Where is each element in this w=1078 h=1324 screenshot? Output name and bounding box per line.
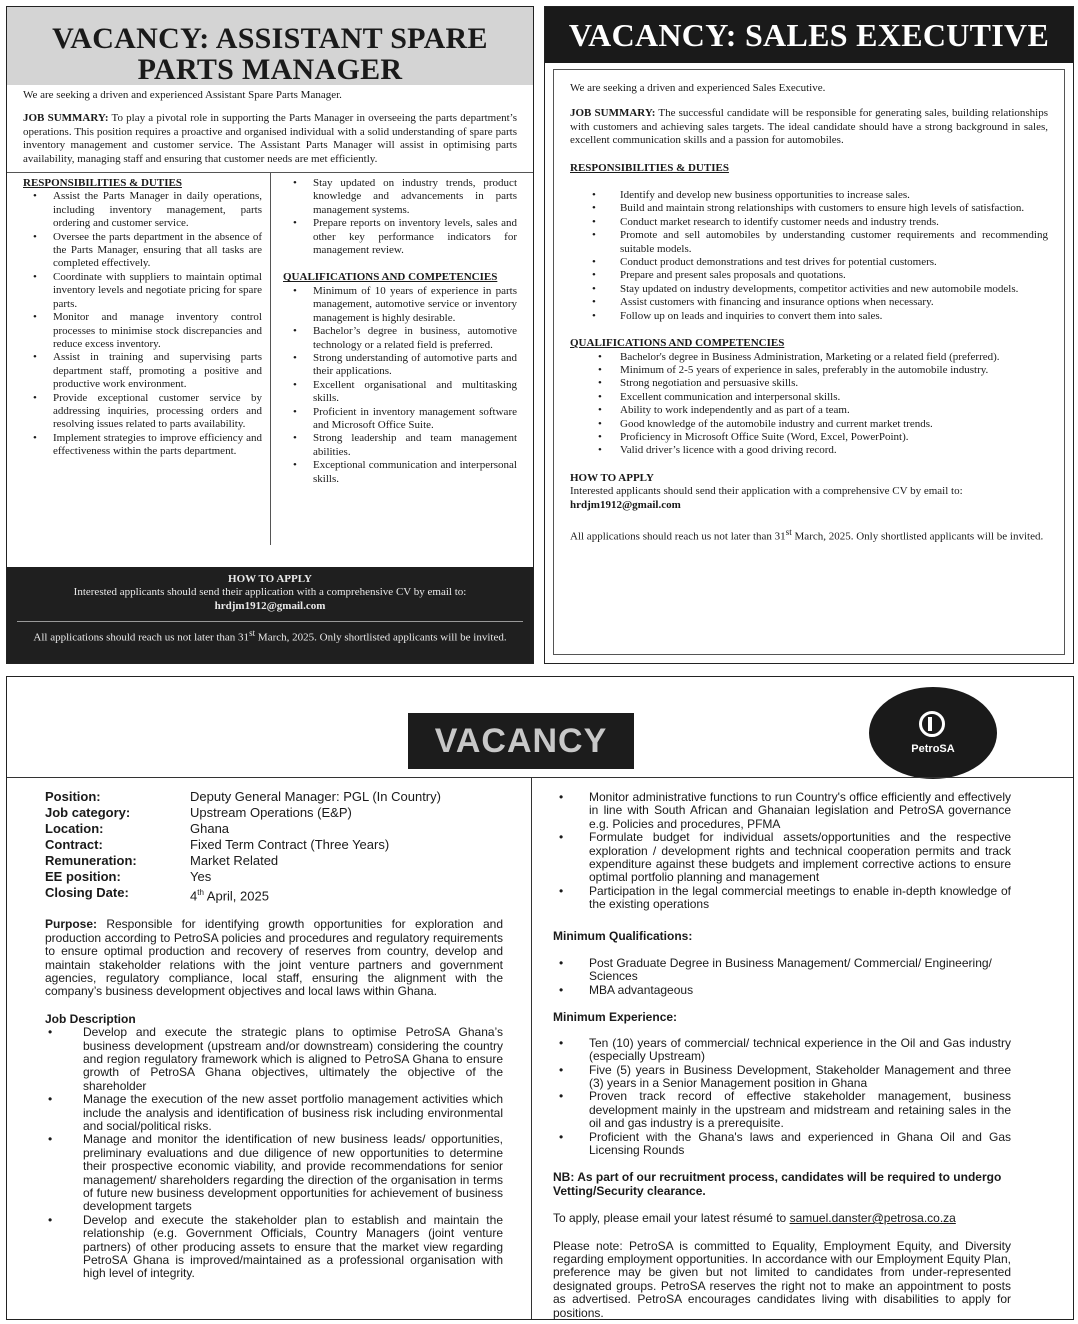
- ad1-summary-text: To play a pivotal role in supporting the Parts Manager in overseeing the parts department’s operations. This position requires a proactive and organised individual with a solid understanding of spare parts inventory management and customer service. The Assistant Parts Manager will assist in optimising parts availability, managing staff and ensuring that customer needs are met efficiently.: [23, 112, 518, 165]
- detail-value: Fixed Term Contract (Three Years): [190, 837, 390, 852]
- detail-label: Job category:: [45, 805, 131, 820]
- ad1-summary-label: JOB SUMMARY:: [23, 112, 109, 125]
- ad3-equity-note: Please note: PetroSA is committed to Equality, Employment Equity, and Diversity regarding employment opportunities. In accordance with our Employment Equity Plan, preference may be given but not limited to candidates from under-represented designated groups. PetroSA reserves the right not to make an appointment to posts as advertised. PetroSA encourages candidates living with disabilities to apply for positions.: [553, 1238, 1011, 1320]
- ad3-purpose-text: Responsible for identifying growth opportunities for exploration and production according to PetroSA policies and procedures and regulatory requirements to ensure optimal production and recovery of reserves from country, develop and maintain stakeholder relations with the joint venture partners and government agencies, regulatory compliance, local staff, ensuring the alignment with the company’s business development objectives and local laws within Ghana.: [45, 917, 503, 999]
- ad3-job-description-list: [45, 1026, 503, 1281]
- ad3-min-experience-heading: Minimum Experience:: [553, 1010, 678, 1025]
- ad2-qualifications-list: [570, 351, 1048, 458]
- ad1-right-column: [270, 173, 533, 545]
- list-item: • Implement strategies to improve efficiency and effectiveness within the parts department.: [23, 432, 262, 459]
- list-item: • Bachelor's degree in Business Administration, Marketing or a related field (preferred).: [570, 351, 1048, 364]
- ad3-min-qualifications-list: [553, 957, 1011, 997]
- list-item: • Proven track record of effective stakeholder management, business development mainly in the upstream and midstream and retaining sales in the oil and gas industry is a prerequisite.: [553, 1090, 1011, 1130]
- list-item: • Identify and develop new business opportunities to increase sales.: [570, 189, 1048, 202]
- ad1-email[interactable]: hrdjm1912@gmail.com: [214, 599, 326, 612]
- ad3-left-column: [45, 789, 503, 1281]
- detail-value: Upstream Operations (E&P): [190, 805, 352, 820]
- ad2-email[interactable]: hrdjm1912@gmail.com: [570, 498, 681, 511]
- list-item: • Minimum of 2-5 years of experience in sales, preferably in the automobile industry.: [570, 364, 1048, 377]
- petrosa-deputy-gm-ad: [6, 676, 1074, 1320]
- ad2-intro: We are seeking a driven and experienced Sales Executive.: [570, 82, 826, 94]
- ad3-closing-day: 4: [190, 888, 198, 904]
- list-item: • Post Graduate Degree in Business Management/ Commercial/ Engineering/ Sciences: [553, 957, 1011, 984]
- ad3-details-body: [45, 789, 441, 885]
- list-item: • Formulate budget for individual assets/opportunities and the respective exploration / development rights and technical cooperation permits and track expenditure against these budgets and implement corrective actions to ensure optimal portfolio planning and management: [553, 831, 1011, 885]
- list-item: • Proficient with the Ghana's laws and experienced in Ghana Oil and Gas Licensing Rounds: [553, 1131, 1011, 1158]
- list-item: • MBA advantageous: [553, 984, 1011, 997]
- list-item: • Ability to work independently and as part of a team.: [570, 404, 1048, 417]
- ad2-responsibilities-heading: RESPONSIBILITIES & DUTIES: [570, 161, 729, 174]
- ad1-deadline-sup: st: [249, 628, 256, 639]
- ad3-closing-sup: th: [197, 888, 204, 897]
- ad1-deadline: [17, 621, 523, 645]
- ad3-job-description-heading: Job Description: [45, 1011, 136, 1026]
- ad3-apply-email-link[interactable]: samuel.danster@petrosa.co.za: [789, 1211, 956, 1226]
- ad3-closing-row: [45, 885, 441, 904]
- ad3-duties-list: [553, 791, 1011, 912]
- detail-label: Remuneration:: [45, 853, 137, 868]
- list-item: • Prepare reports on inventory levels, sales and other key performance indicators for management review.: [283, 217, 517, 257]
- ad1-how-to-apply: [7, 567, 533, 664]
- detail-label: Location:: [45, 821, 104, 836]
- list-item: • Build and maintain strong relationships with customers to ensure high levels of satisfaction.: [570, 202, 1048, 215]
- ad3-min-experience-list: [553, 1037, 1011, 1158]
- list-item: • Follow up on leads and inquiries to convert them into sales.: [570, 310, 1048, 323]
- ad1-job-summary: [7, 102, 533, 173]
- petrosa-logo: [869, 687, 997, 779]
- ad3-closing-value: [190, 885, 441, 904]
- ad3-purpose-label: Purpose:: [45, 917, 98, 932]
- ad1-deadline-text-end: March, 2025. Only shortlisted applicants will be invited.: [255, 631, 507, 644]
- ad1-qualifications-list: [283, 285, 517, 486]
- detail-row: [45, 821, 441, 837]
- detail-row: [45, 853, 441, 869]
- ad1-deadline-text: All applications should reach us not later than 31: [33, 631, 250, 644]
- list-item: • Bachelor’s degree in business, automotive technology or a related field is preferred.: [283, 325, 517, 352]
- list-item: • Good knowledge of the automobile industry and current market trends.: [570, 418, 1048, 431]
- list-item: • Manage and monitor the identification of new business leads/ opportunities, preliminary evaluations and due diligence of new opportunities to determine their prospective economic viability, and provide recommendations for senior management/ shareholders regarding the direction of the organisation in terms of future new business development opportunities for achievement of business development targets: [45, 1133, 503, 1213]
- sales-executive-ad: [544, 6, 1074, 664]
- ad1-left-column: [7, 173, 270, 545]
- list-item: • Excellent communication and interpersonal skills.: [570, 391, 1048, 404]
- list-item: • Monitor and manage inventory control processes to minimise stock discrepancies and reduce excess inventory.: [23, 311, 262, 351]
- list-item: • Manage the execution of the new asset portfolio management activities which include the analysis and identification of business risk including environmental and social/political risks.: [45, 1093, 503, 1133]
- detail-label: Position:: [45, 789, 101, 804]
- list-item: • Strong negotiation and persuasive skills.: [570, 377, 1048, 390]
- ad2-deadline-text-end: March, 2025. Only shortlisted applicants will be invited.: [791, 530, 1044, 543]
- ad3-apply-text: To apply, please email your latest résumé to: [553, 1211, 790, 1226]
- list-item: • Strong leadership and team management abilities.: [283, 432, 517, 459]
- list-item: • Stay updated on industry trends, product knowledge and advancements in parts management systems.: [283, 177, 517, 217]
- ad2-title: VACANCY: SALES EXECUTIVE: [545, 7, 1073, 63]
- detail-label: EE position:: [45, 869, 121, 884]
- list-item: • Coordinate with suppliers to maintain optimal inventory levels and negotiate pricing for spare parts.: [23, 271, 262, 311]
- petrosa-logo-icon: [919, 711, 945, 737]
- ad2-qualifications-heading: QUALIFICATIONS AND COMPETENCIES: [570, 337, 785, 350]
- detail-value: Ghana: [190, 821, 230, 836]
- ad1-apply-heading: HOW TO APPLY: [228, 573, 312, 585]
- list-item: • Stay updated on industry developments, competitor activities and new automobile models.: [570, 283, 1048, 296]
- ad1-qualifications-heading: QUALIFICATIONS AND COMPETENCIES: [283, 271, 498, 284]
- detail-row: [45, 805, 441, 821]
- list-item: • Promote and sell automobiles by understanding customer requirements and recommending suitable models.: [570, 229, 1048, 256]
- list-item: • Assist the Parts Manager in daily operations, including inventory management, parts ordering and customer service.: [23, 190, 262, 230]
- ad3-purpose: [45, 918, 503, 998]
- ad3-vacancy-banner: VACANCY: [408, 713, 634, 769]
- detail-label: Contract:: [45, 837, 103, 852]
- ad3-apply: [553, 1212, 1011, 1225]
- list-item: • Proficiency in Microsoft Office Suite (Word, Excel, PowerPoint).: [570, 431, 1048, 444]
- list-item: • Exceptional communication and interpersonal skills.: [283, 459, 517, 486]
- ad3-details-table: [45, 789, 441, 904]
- ad2-summary-label: JOB SUMMARY:: [570, 107, 656, 120]
- ad2-responsibilities-list: [570, 189, 1048, 323]
- ad3-min-qualifications-heading: Minimum Qualifications:: [553, 928, 693, 943]
- ad2-summary-text: The successful candidate will be responsible for generating sales, building relationships with customers and achieving sales targets. The ideal candidate should have a strong background in sales, excellent communication skills and a passion for automobiles.: [570, 107, 1048, 147]
- petrosa-logo-text: PetroSA: [911, 743, 955, 755]
- list-item: • Assist in training and supervising parts department staff, promoting a positive and productive work environment.: [23, 351, 262, 391]
- list-item: • Participation in the legal commercial meetings to enable in-depth knowledge of the existing operations: [553, 885, 1011, 912]
- ad3-closing-label: Closing Date:: [45, 885, 129, 900]
- list-item: • Conduct product demonstrations and test drives for potential customers.: [570, 256, 1048, 269]
- list-item: • Prepare and present sales proposals and quotations.: [570, 269, 1048, 282]
- list-item: • Strong understanding of automotive parts and their applications.: [283, 352, 517, 379]
- ad3-nb-vetting: NB: As part of our recruitment process, candidates will be required to undergo Vetting/Security clearance.: [553, 1170, 1002, 1198]
- detail-value: Market Related: [190, 853, 279, 868]
- list-item: • Provide exceptional customer service by addressing inquiries, processing orders and resolving issues related to parts availability.: [23, 392, 262, 432]
- list-item: • Oversee the parts department in the absence of the Parts Manager, ensuring that all tasks are completed effectively.: [23, 231, 262, 271]
- list-item: • Five (5) years in Business Development, Stakeholder Management and three (3) years in a Senior Management position in Ghana: [553, 1064, 1011, 1091]
- detail-value: Yes: [190, 869, 212, 884]
- detail-row: [45, 837, 441, 853]
- ad1-title: VACANCY: ASSISTANT SPARE PARTS MANAGER: [7, 7, 533, 85]
- ad2-deadline: [570, 526, 1048, 544]
- list-item: • Assist customers with financing and insurance options when necessary.: [570, 296, 1048, 309]
- list-item: • Monitor administrative functions to run Country's office efficiently and effectively in line with South African and Ghanaian legislation and PetroSA governance e.g. Policies and procedures, PFMA: [553, 791, 1011, 831]
- ad1-apply-text: Interested applicants should send their application with a comprehensive CV by email to:: [73, 586, 467, 599]
- ad3-right-column: [553, 791, 1011, 1320]
- list-item: • Ten (10) years of commercial/ technical experience in the Oil and Gas industry (especially Upstream): [553, 1037, 1011, 1064]
- detail-value: Deputy General Manager: PGL (In Country): [190, 789, 441, 804]
- list-item: • Develop and execute the strategic plans to optimise PetroSA Ghana’s business development (upstream and/or downstream) considering the country and region regulatory framework which is aligned to PetroSA Ghana to ensure growth of PetroSA Ghana objectives, ultimately the objective of the shareholder: [45, 1026, 503, 1093]
- detail-row: [45, 789, 441, 805]
- ad1-responsibilities-list-continued: [283, 177, 517, 257]
- assistant-spare-parts-manager-ad: [6, 6, 534, 664]
- list-item: • Valid driver’s licence with a good driving record.: [570, 444, 1048, 457]
- list-item: • Excellent organisational and multitasking skills.: [283, 379, 517, 406]
- ad3-closing-rest: April, 2025: [203, 888, 269, 904]
- detail-row: [45, 869, 441, 885]
- ad1-responsibilities-heading: RESPONSIBILITIES & DUTIES: [23, 177, 182, 190]
- ad1-responsibilities-list: [23, 190, 262, 458]
- ad2-job-summary: [570, 107, 1048, 147]
- list-item: • Minimum of 10 years of experience in parts management, automotive service or inventory management is highly desirable.: [283, 285, 517, 325]
- ad2-deadline-text: All applications should reach us not later than 31: [570, 530, 786, 543]
- ad1-intro: We are seeking a driven and experienced Assistant Spare Parts Manager.: [23, 89, 342, 101]
- ad2-deadline-sup: st: [785, 526, 792, 537]
- list-item: • Conduct market research to identify customer needs and industry trends.: [570, 216, 1048, 229]
- list-item: • Develop and execute the stakeholder plan to establish and maintain the relationship (e.g. Government Officials, Country Managers (joint venture partners) of other producing assets to ensure that the market view regarding PetroSA Ghana is improved/maintained as a professional organisation with high level of integrity.: [45, 1214, 503, 1281]
- list-item: • Proficient in inventory management software and Microsoft Office Suite.: [283, 406, 517, 433]
- ad2-apply-text: Interested applicants should send their application with a comprehensive CV by email to:: [570, 485, 963, 498]
- ad2-body: [553, 69, 1065, 655]
- ad2-apply-heading: HOW TO APPLY: [570, 471, 654, 484]
